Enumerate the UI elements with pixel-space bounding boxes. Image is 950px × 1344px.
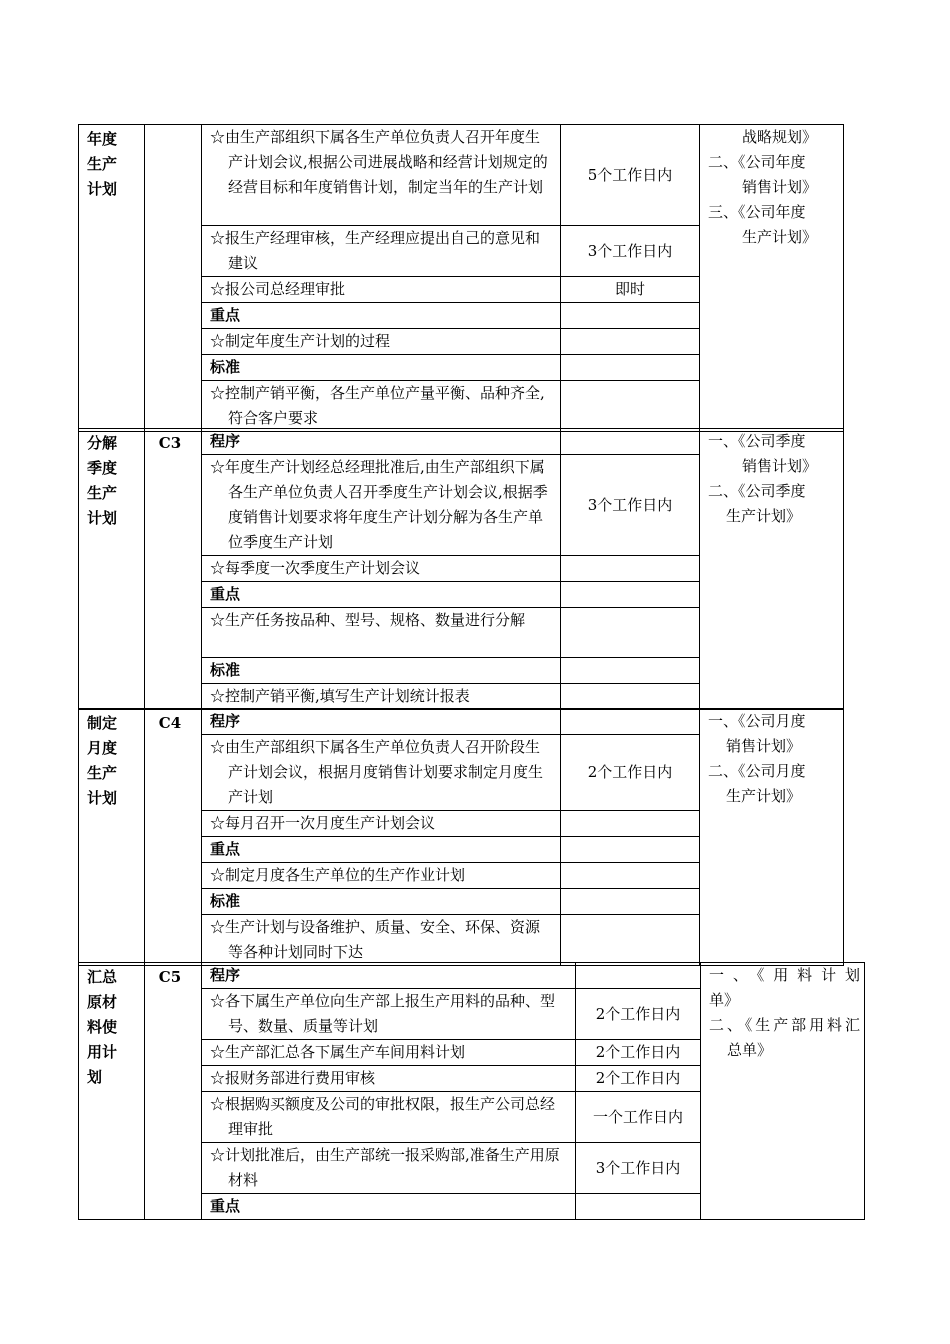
reference-docs: 一、《公司季度 销售计划》 二、《公司季度 生产计划》 bbox=[700, 429, 844, 710]
section-code: C5 bbox=[145, 963, 202, 1220]
step-text: ☆控制产销平衡,填写生产计划统计报表 bbox=[202, 684, 561, 710]
section-table-quarterly bbox=[78, 428, 844, 710]
step-text: ☆制定月度各生产单位的生产作业计划 bbox=[202, 863, 561, 889]
step-text: ☆每月召开一次月度生产计划会议 bbox=[202, 811, 561, 837]
step-time bbox=[576, 963, 701, 989]
subheading-key-points: 重点 bbox=[202, 303, 561, 329]
step-time: 即时 bbox=[561, 277, 700, 303]
subheading-standard: 标准 bbox=[202, 355, 561, 381]
subheading-standard: 标准 bbox=[202, 889, 561, 915]
step-text: ☆年度生产计划经总经理批准后,由生产部组织下属各生产单位负责人召开季度生产计划会议,根据季度销售计划要求将年度生产计划分解为各生产单位季度生产计划 bbox=[202, 455, 561, 556]
section-name: 分解 季度 生产 计划 bbox=[79, 429, 145, 710]
step-time: 一个工作日内 bbox=[576, 1092, 701, 1143]
section-code bbox=[145, 125, 202, 432]
step-text: ☆生产部汇总各下属生产车间用料计划 bbox=[202, 1040, 576, 1066]
step-time bbox=[561, 303, 700, 329]
section-name: 年度 生产 计划 bbox=[79, 125, 145, 432]
section-code: C4 bbox=[145, 709, 202, 966]
step-text: ☆报生产经理审核，生产经理应提出自己的意见和建议 bbox=[202, 226, 561, 277]
reference-docs: 战略规划》 二、《公司年度 销售计划》 三、《公司年度 生产计划》 bbox=[700, 125, 844, 432]
step-time: 5个工作日内 bbox=[561, 125, 700, 226]
step-time bbox=[561, 658, 700, 684]
step-time bbox=[561, 915, 700, 966]
step-text: ☆根据购买额度及公司的审批权限，报生产公司总经理审批 bbox=[202, 1092, 576, 1143]
step-text: ☆各下属生产单位向生产部上报生产用料的品种、型号、数量、质量等计划 bbox=[202, 989, 576, 1040]
step-time bbox=[561, 837, 700, 863]
subheading-key-points: 重点 bbox=[202, 582, 561, 608]
step-time bbox=[561, 355, 700, 381]
step-time: 2个工作日内 bbox=[576, 1066, 701, 1092]
step-time bbox=[561, 582, 700, 608]
reference-docs: 一、《公司月度 销售计划》 二、《公司月度 生产计划》 bbox=[700, 709, 844, 966]
subheading-key-points: 重点 bbox=[202, 837, 561, 863]
subheading-procedure: 程序 bbox=[202, 429, 561, 455]
step-text: ☆制定年度生产计划的过程 bbox=[202, 329, 561, 355]
section-table-materials bbox=[78, 962, 865, 1220]
subheading-procedure: 程序 bbox=[202, 963, 576, 989]
step-time bbox=[561, 863, 700, 889]
step-text: ☆控制产销平衡，各生产单位产量平衡、品种齐全,符合客户要求 bbox=[202, 381, 561, 432]
step-time bbox=[561, 556, 700, 582]
step-time: 3个工作日内 bbox=[561, 455, 700, 556]
subheading-key-points: 重点 bbox=[202, 1194, 576, 1220]
step-text: ☆报财务部进行费用审核 bbox=[202, 1066, 576, 1092]
step-time bbox=[561, 329, 700, 355]
step-time bbox=[561, 684, 700, 710]
section-table-annual bbox=[78, 124, 844, 432]
step-time: 3个工作日内 bbox=[576, 1143, 701, 1194]
section-code: C3 bbox=[145, 429, 202, 710]
step-time: 2个工作日内 bbox=[576, 989, 701, 1040]
step-time: 2个工作日内 bbox=[576, 1040, 701, 1066]
reference-docs: 一、《用料计划 单》 二、《生产部用料汇 总单》 bbox=[701, 963, 865, 1220]
subheading-procedure: 程序 bbox=[202, 709, 561, 735]
step-time bbox=[561, 608, 700, 658]
step-text: ☆每季度一次季度生产计划会议 bbox=[202, 556, 561, 582]
step-text: ☆由生产部组织下属各生产单位负责人召开阶段生产计划会议，根据月度销售计划要求制定月度生产计划 bbox=[202, 735, 561, 811]
step-text: ☆由生产部组织下属各生产单位负责人召开年度生产计划会议,根据公司进展战略和经营计划规定的经营目标和年度销售计划，制定当年的生产计划 bbox=[202, 125, 561, 226]
step-time bbox=[576, 1194, 701, 1220]
section-table-monthly bbox=[78, 708, 844, 966]
step-time bbox=[561, 429, 700, 455]
step-time bbox=[561, 381, 700, 432]
section-name: 汇总 原材 料使 用计 划 bbox=[79, 963, 145, 1220]
subheading-standard: 标准 bbox=[202, 658, 561, 684]
section-name: 制定 月度 生产 计划 bbox=[79, 709, 145, 966]
step-text: ☆计划批准后，由生产部统一报采购部,准备生产用原材料 bbox=[202, 1143, 576, 1194]
step-time bbox=[561, 709, 700, 735]
step-text: ☆生产计划与设备维护、质量、安全、环保、资源等各种计划同时下达 bbox=[202, 915, 561, 966]
step-time bbox=[561, 889, 700, 915]
step-time bbox=[561, 811, 700, 837]
step-text: ☆生产任务按品种、型号、规格、数量进行分解 bbox=[202, 608, 561, 658]
step-time: 3个工作日内 bbox=[561, 226, 700, 277]
step-time: 2个工作日内 bbox=[561, 735, 700, 811]
step-text: ☆报公司总经理审批 bbox=[202, 277, 561, 303]
